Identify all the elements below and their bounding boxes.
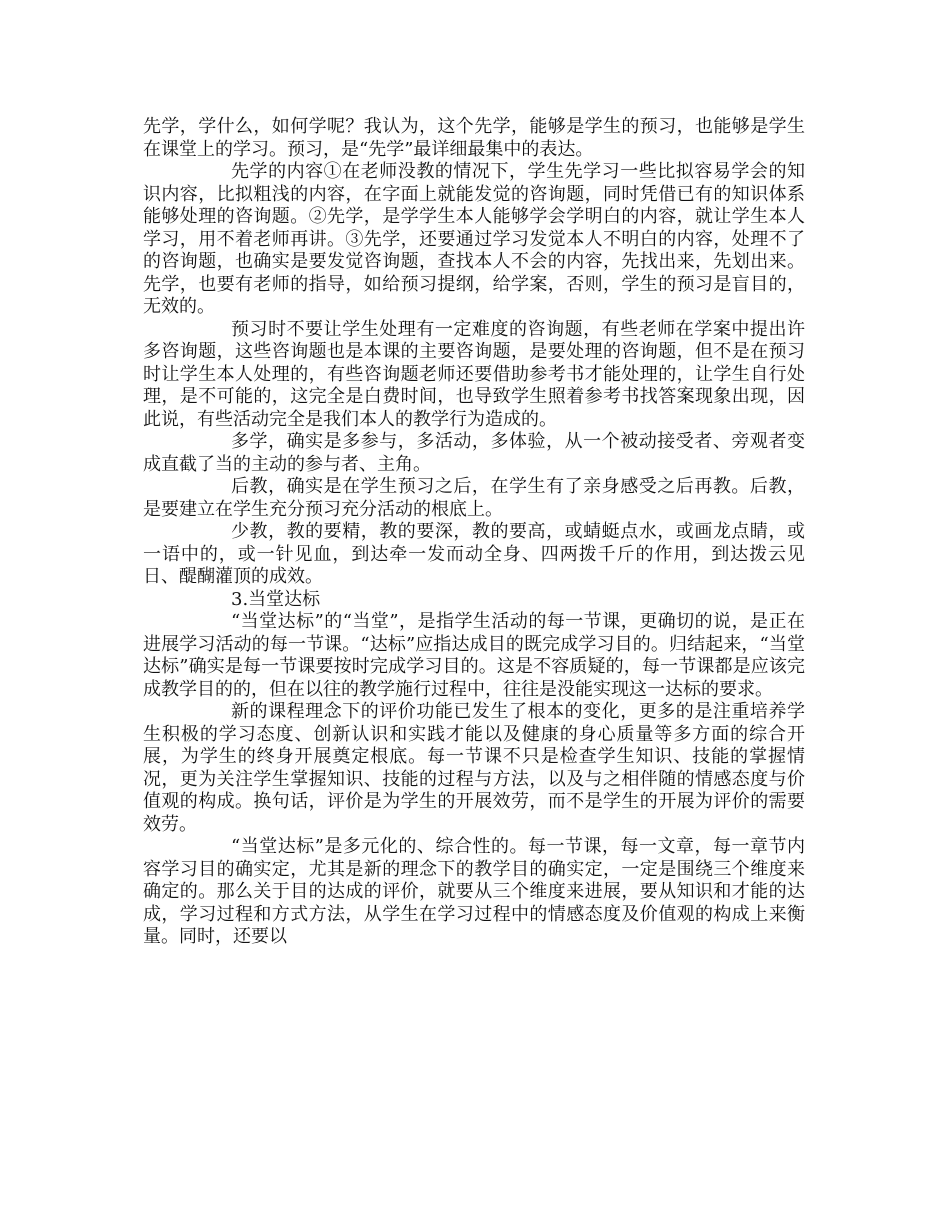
- paragraph-4: 多学，确实是多参与，多活动，多体验，从一个被动接受者、旁观者变成直截了当的主动的参与者、主角。: [143, 431, 805, 475]
- document-body: [143, 116, 805, 949]
- paragraph-8: 新的课程理念下的评价功能已发生了根本的变化，更多的是注重培养学生积极的学习态度、创新认识和实践才能以及健康的身心质量等多方面的综合开展，为学生的终身开展奠定根底。每一节课不只是检查学生知识、技能的掌握情况，更为关注学生掌握知识、技能的过程与方法，以及与之相伴随的情感态度与价值观的构成。换句话，评价是为学生的开展效劳，而不是学生的开展为评价的需要效劳。: [143, 701, 805, 835]
- paragraph-5: 后教，确实是在学生预习之后，在学生有了亲身感受之后再教。后教，是要建立在学生充分预习充分活动的根底上。: [143, 476, 805, 520]
- paragraph-7: “当堂达标”的“当堂”，是指学生活动的每一节课，更确切的说，是正在进展学习活动的每一节课。“达标”应指达成目的既完成学习目的。归结起来，“当堂达标”确实是每一节课要按时完成学习目的。这是不容质疑的，每一节课都是应该完成教学目的的，但在以往的教学施行过程中，往往是没能实现这一达标的要求。: [143, 611, 805, 700]
- paragraph-9: “当堂达标”是多元化的、综合性的。每一节课，每一文章，每一章节内容学习目的确实定，尤其是新的理念下的教学目的确实定，一定是围绕三个维度来确定的。那么关于目的达成的评价，就要从三个维度来进展，要从知识和才能的达成，学习过程和方式方法，从学生在学习过程中的情感态度及价值观的构成上来衡量。同时，还要以: [143, 836, 805, 947]
- paragraph-6: 少教，教的要精，教的要深，教的要高，或蜻蜓点水，或画龙点睛，或一语中的，或一针见血，到达牵一发而动全身、四两拨千斤的作用，到达拨云见日、醍醐灌顶的成效。: [143, 521, 805, 587]
- paragraph-3: 预习时不要让学生处理有一定难度的咨询题，有些老师在学案中提出许多咨询题，这些咨询题也是本课的主要咨询题，是要处理的咨询题，但不是在预习时让学生本人处理的，有些咨询题老师还要借助参考书才能处理的，让学生自行处理，是不可能的，这完全是白费时间，也导致学生照着参考书找答案现象出现，因此说，有些活动完全是我们本人的教学行为造成的。: [143, 318, 805, 430]
- paragraph-2: 先学的内容①在老师没教的情况下，学生先学习一些比拟容易学会的知识内容，比拟粗浅的内容，在字面上就能发觉的咨询题，同时凭借已有的知识体系能够处理的咨询题。②先学，是学学生本人能够学会学明白的内容，就让学生本人学习，用不着老师再讲。③先学，还要通过学习发觉本人不明白的内容，处理不了的咨询题，也确实是要发觉咨询题，查找本人不会的内容，先找出来，先划出来。先学，也要有老师的指导，如给预习提纲，给学案，否则，学生的预习是盲目的，无效的。: [143, 161, 805, 317]
- section-heading: 3.当堂达标: [231, 588, 321, 610]
- paragraph-1: 先学，学什么，如何学呢？我认为，这个先学，能够是学生的预习，也能够是学生在课堂上的学习。预习，是“先学”最详细最集中的表达。: [143, 116, 805, 160]
